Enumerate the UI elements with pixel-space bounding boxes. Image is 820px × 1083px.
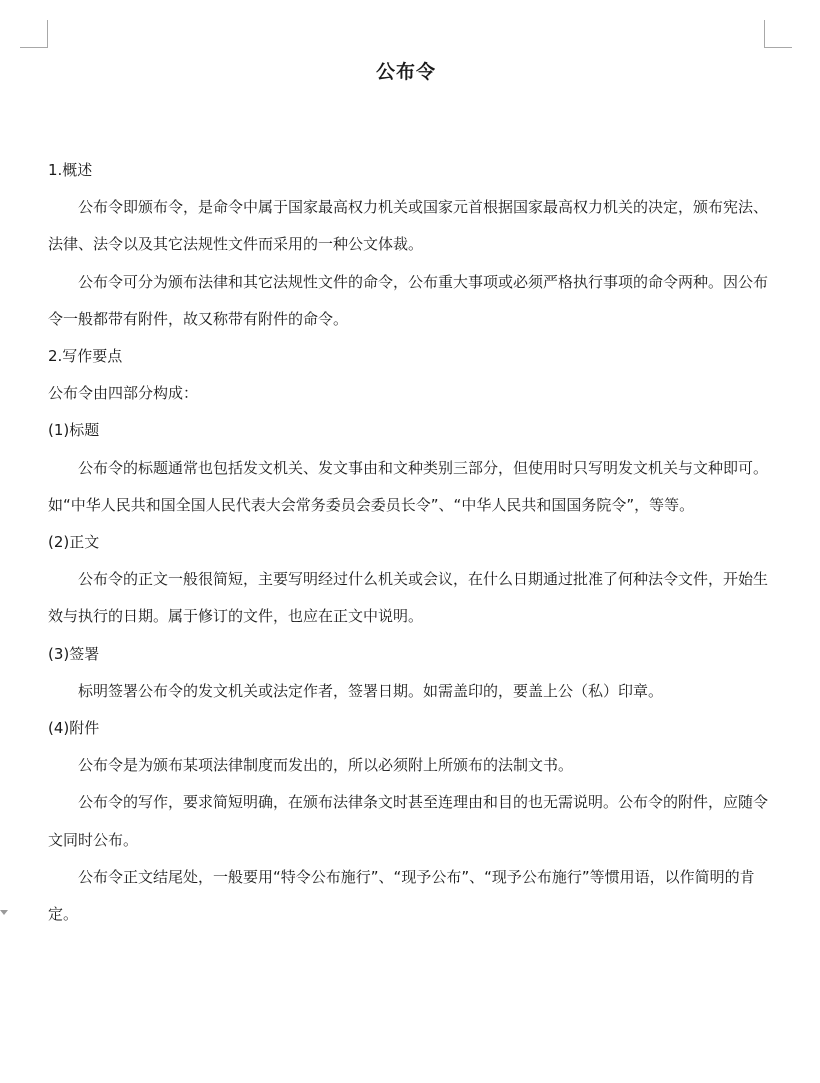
crop-mark-top-left xyxy=(20,20,48,48)
paragraph: 公布令正文结尾处，一般要用“特令公布施行”、“现予公布”、“现予公布施行”等惯用语，以作简明的肯定。 xyxy=(48,867,755,924)
subsection-heading: (3)签署 xyxy=(48,644,100,663)
document-body xyxy=(48,152,768,933)
section-heading: 1.概述 xyxy=(48,161,93,179)
document-title: 公布令 xyxy=(375,61,436,83)
paragraph: 公布令的标题通常也包括发文机关、发文事由和文种类别三部分，但使用时只写明发文机关与文种即可。如“中华人民共和国全国人民代表大会常务委员会委员长令”、“中华人民共和国国务院令”，等等。 xyxy=(48,458,769,514)
paragraph: 公布令的正文一般很简短，主要写明经过什么机关或会议，在什么日期通过批准了何种法令文件，开始生效与执行的日期。属于修订的文件，也应在正文中说明。 xyxy=(48,570,769,626)
paragraph: 公布令即颁布令，是命令中属于国家最高权力机关或国家元首根据国家最高权力机关的决定，颁布宪法、法律、法令以及其它法规性文件而采用的一种公文体裁。 xyxy=(48,198,769,254)
paragraph: 公布令的写作，要求简短明确，在颁布法律条文时甚至连理由和目的也无需说明。公布令的附件，应随令文同时公布。 xyxy=(48,793,769,849)
paragraph: 公布令可分为颁布法律和其它法规性文件的命令，公布重大事项或必须严格执行事项的命令两种。因公布令一般都带有附件，故又称带有附件的命令。 xyxy=(48,272,769,328)
subsection-heading: (2)正文 xyxy=(48,533,100,552)
subsection-heading: (1)标题 xyxy=(48,421,100,440)
subsection-heading: (4)附件 xyxy=(48,719,100,738)
paragraph: 公布令由四部分构成： xyxy=(48,384,199,403)
paragraph: 标明签署公布令的发文机关或法定作者，签署日期。如需盖印的，要盖上公（私）印章。 xyxy=(78,681,664,700)
paragraph: 公布令是为颁布某项法律制度而发出的，所以必须附上所颁布的法制文书。 xyxy=(78,756,574,775)
collapse-triangle-icon[interactable] xyxy=(0,910,8,915)
crop-mark-top-right xyxy=(764,20,792,48)
section-heading: 2.写作要点 xyxy=(48,347,123,366)
